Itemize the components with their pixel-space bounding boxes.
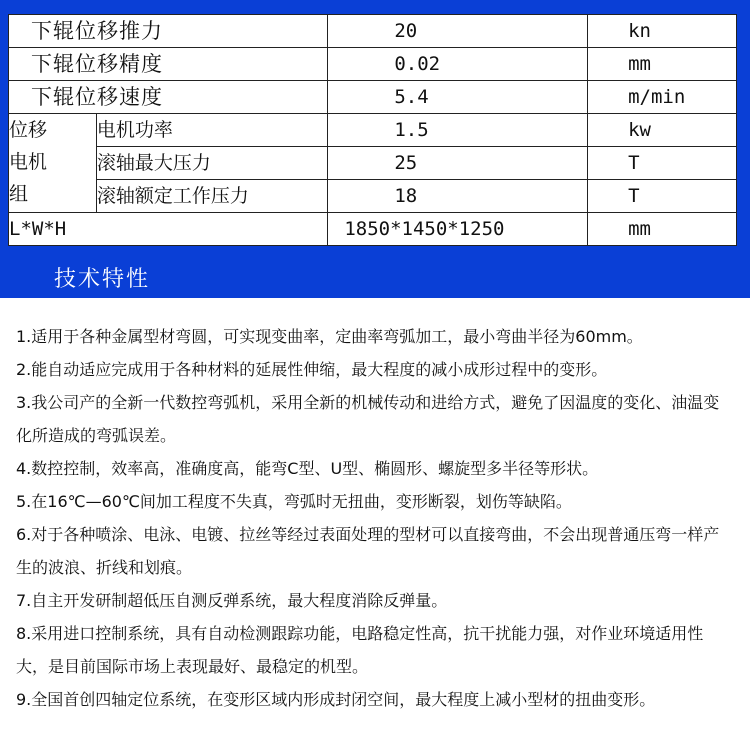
list-item: 2.能自动适应完成用于各种材料的延展性伸缩，最大程度的减小成形过程中的变形。 bbox=[16, 360, 608, 379]
list-item: 3.我公司产的全新一代数控弯弧机，采用全新的机械传动和进给方式，避免了因温度的变化、油温变化所造成的弯弧误差。 bbox=[16, 393, 720, 445]
spec-unit: mm bbox=[588, 48, 737, 81]
list-item: 7.自主开发研制超低压自测反弹系统，最大程度消除反弹量。 bbox=[16, 591, 448, 610]
features-list bbox=[0, 298, 750, 716]
table-row bbox=[9, 48, 737, 81]
list-item: 5.在16℃—60℃间加工程度不失真，弯弧时无扭曲，变形断裂，划伤等缺陷。 bbox=[16, 492, 572, 511]
table-row bbox=[9, 147, 737, 180]
list-item: 9.全国首创四轴定位系统，在变形区域内形成封闭空间，最大程度上减小型材的扭曲变形。 bbox=[16, 690, 656, 709]
group-label bbox=[9, 114, 97, 213]
list-item: 4.数控控制，效率高，准确度高，能弯C型、U型、椭圆形、螺旋型多半径等形状。 bbox=[16, 459, 599, 478]
group-label-line: 电机 bbox=[9, 151, 48, 173]
spec-name: 下辊位移推力 bbox=[9, 15, 328, 48]
spec-value: 5.4 bbox=[328, 81, 588, 114]
table-row bbox=[9, 213, 737, 246]
spec-value: 1.5 bbox=[328, 114, 588, 147]
spec-unit: mm bbox=[588, 213, 737, 246]
table-row bbox=[9, 15, 737, 48]
group-label-line: 组 bbox=[9, 183, 29, 205]
spec-unit: m/min bbox=[588, 81, 737, 114]
table-row bbox=[9, 180, 737, 213]
spec-value: 0.02 bbox=[328, 48, 588, 81]
features-panel bbox=[0, 298, 750, 750]
list-item: 1.适用于各种金属型材弯圆，可实现变曲率，定曲率弯弧加工，最小弯曲半径为60mm。 bbox=[16, 327, 643, 346]
group-label-line: 位移 bbox=[9, 119, 48, 141]
list-item: 8.采用进口控制系统，具有自动检测跟踪功能，电路稳定性高，抗干扰能力强，对作业环境适用性大，是目前国际市场上表现最好、最稳定的机型。 bbox=[16, 624, 704, 676]
table-row bbox=[9, 114, 737, 147]
table-row bbox=[9, 81, 737, 114]
spec-value: 1850*1450*1250 bbox=[328, 213, 588, 246]
spec-unit: kn bbox=[588, 15, 737, 48]
spec-unit: T bbox=[588, 180, 737, 213]
section-title: 技术特性 bbox=[54, 267, 151, 292]
spec-panel bbox=[0, 0, 750, 262]
spec-name: 滚轴最大压力 bbox=[96, 147, 327, 180]
spec-name: L*W*H bbox=[9, 213, 328, 246]
spec-name: 下辊位移精度 bbox=[9, 48, 328, 81]
spec-value: 20 bbox=[328, 15, 588, 48]
spec-name: 电机功率 bbox=[96, 114, 327, 147]
spec-unit: kw bbox=[588, 114, 737, 147]
list-item: 6.对于各种喷涂、电泳、电镀、拉丝等经过表面处理的型材可以直接弯曲，不会出现普通压弯一样产生的波浪、折线和划痕。 bbox=[16, 525, 720, 577]
spec-unit: T bbox=[588, 147, 737, 180]
spec-value: 25 bbox=[328, 147, 588, 180]
spec-name: 下辊位移速度 bbox=[9, 81, 328, 114]
spec-value: 18 bbox=[328, 180, 588, 213]
spec-name: 滚轴额定工作压力 bbox=[96, 180, 327, 213]
spec-table bbox=[8, 14, 737, 246]
